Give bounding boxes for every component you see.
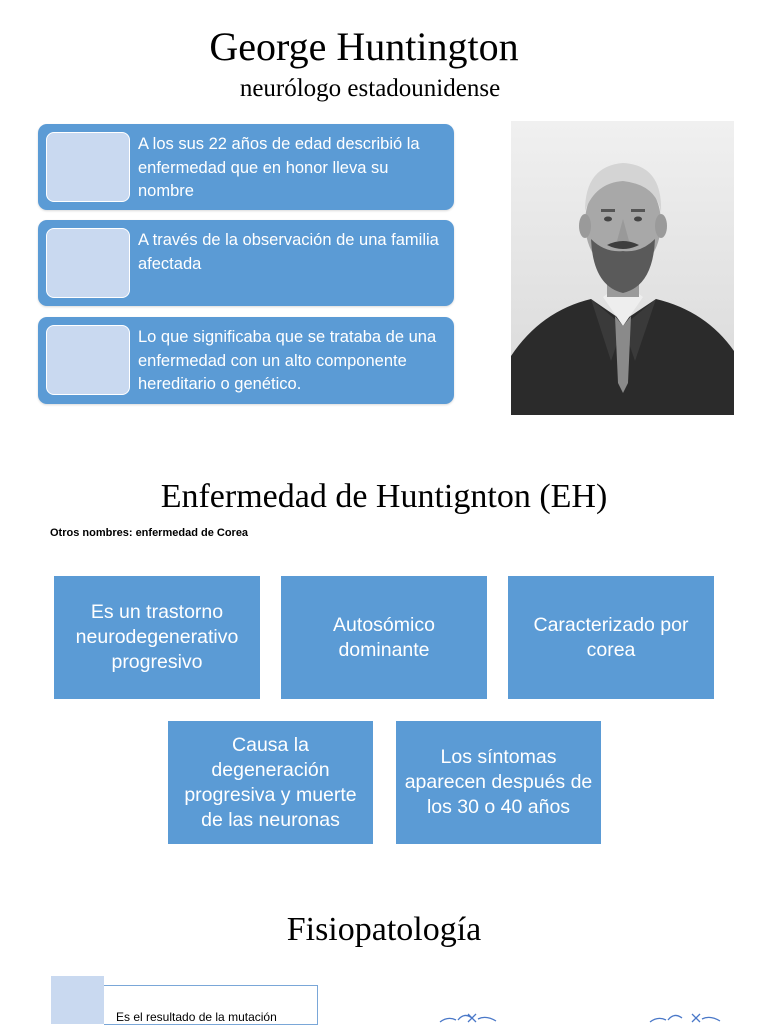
other-names-note: Otros nombres: enfermedad de Corea: [50, 527, 249, 539]
bio-point-square: [46, 228, 130, 298]
bio-point-3: [38, 317, 454, 404]
bio-point-square: [46, 132, 130, 202]
bio-point-text: Lo que significaba que se trataba de una enfermedad con un alto componente hereditario o genético.: [138, 328, 437, 393]
fact-box-3: Caracterizado por corea: [508, 576, 714, 699]
section-title-physiopathology: Fisiopatología: [286, 911, 482, 948]
page-subtitle: neurólogo estadounidense: [239, 75, 501, 102]
fact-box-1: Es un trastorno neurodegenerativo progresivo: [54, 576, 260, 699]
fact-box-5: Los síntomas aparecen después de los 30 o 40 años: [396, 721, 601, 844]
bio-point-1: [38, 124, 454, 210]
neuron-sketch-icon: [438, 1010, 518, 1029]
fact-box-2: Autosómico dominante: [281, 576, 487, 699]
bio-point-text: A través de la observación de una familia afectada: [138, 231, 439, 273]
portrait-illustration: [511, 121, 734, 415]
page-title: George Huntington: [209, 24, 519, 69]
physio-item-text: Es el resultado de la mutación: [116, 1010, 277, 1024]
portrait-photo: [511, 121, 734, 415]
bio-point-text: A los sus 22 años de edad describió la enfermedad que en honor lleva su nombre: [138, 135, 420, 200]
fact-box-4: Causa la degeneración progresiva y muerte de las neuronas: [168, 721, 373, 844]
bio-point-2: [38, 220, 454, 306]
section-title-disease: Enfermedad de Huntignton (EH): [160, 478, 608, 515]
neuron-sketch-icon: [648, 1010, 728, 1029]
bio-point-square: [46, 325, 130, 395]
physio-item-square: [51, 976, 104, 1024]
